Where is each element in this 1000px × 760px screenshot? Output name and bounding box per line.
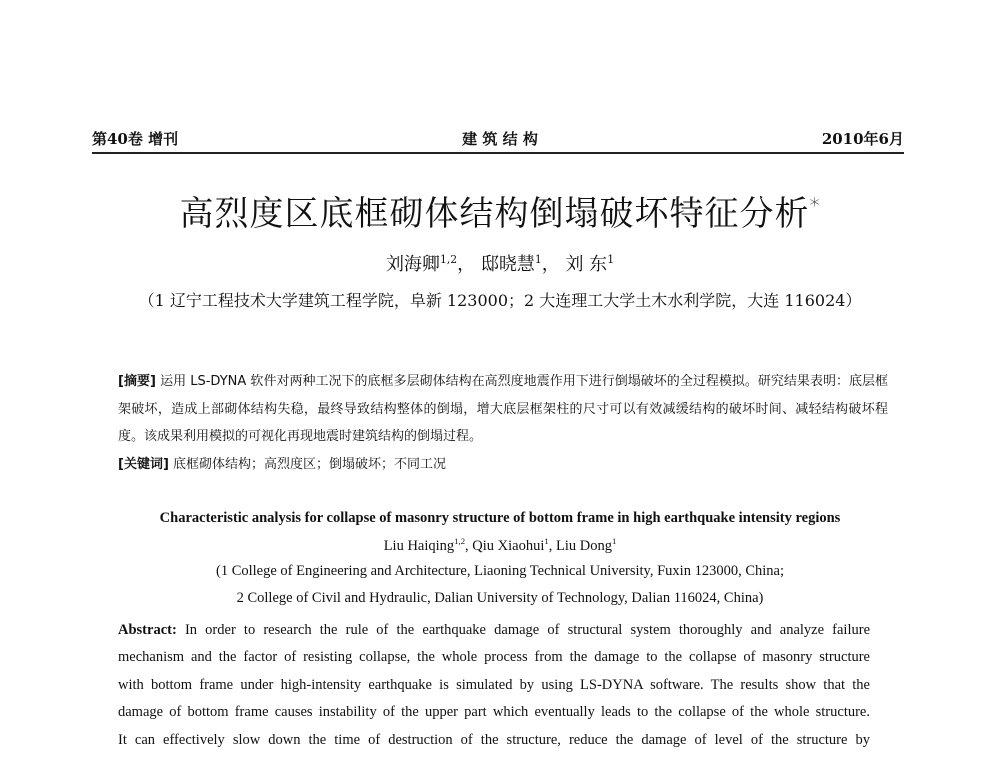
abstract-text: In order to research the rule of the earthquake damage of structural system thoroughly and analyze failure [184,622,871,638]
author-sup: 1,2 [454,536,466,546]
issue-date: 2010年6月 [821,130,904,148]
volume-issue: 第40卷 增刊 [92,130,179,148]
author: Liu Haiqing [383,537,455,554]
affiliation-en-1: (1 College of Engineering and Architecture, Liaoning Technical University, Fuxin 123000, China; [216,563,784,579]
abstract-line: It can effectively slow down the time of destruction of the structure, reduce the damage of level of the structure by [118,731,870,748]
affiliation-en-2: 2 College of Civil and Hydraulic, Dalian University of Technology, Dalian 116024, China) [236,590,764,606]
abstract-line: mechanism and the factor of resisting collapse, the whole process from the damage to the collapse of masonry structure [118,649,870,666]
title-text: 高烈度区底框砌体结构倒塌破坏特征分析 [179,194,810,234]
author: 邸晓慧 [480,254,535,275]
paper-title-en: Characteristic analysis for collapse of masonry structure of bottom frame in high earthquake intensity regions [159,510,841,526]
author: Liu Dong [555,537,612,554]
author-sup: 1 [607,253,615,266]
abstract-line [118,617,870,644]
abstract-text: 运用 LS-DYNA 软件对两种工况下的底框多层砌体结构在高烈度地震作用下进行倒塌破坏的全过程模拟。研究结果表明：底层框架破坏，造成上部砌体结构失稳，最终导致结构整体的倒塌，增大底层框架柱的尺寸可以有效减缓结构的破坏时间、减轻结构破坏程度。该成果利用模拟的可视化再现地震时建筑结构的倒塌过程。 [118,374,888,444]
abstract-en [118,617,870,754]
author: 刘 东 [565,254,608,275]
paper-title-cn [0,186,1000,235]
abstract-label: Abstract: [118,622,177,638]
author-sup: 1,2 [439,253,458,266]
author-sup: 1 [611,536,617,546]
author: Qiu Xiaohui [472,537,545,554]
author: 刘海卿 [385,254,440,275]
title-footnote-mark: * [809,193,821,218]
abstract-label: [摘要] [118,374,156,389]
abstract-cn [118,368,888,478]
journal-name: 建 筑 结 构 [462,130,538,148]
author-sup: 1 [534,253,542,266]
abstract-line: with bottom frame under high-intensity earthquake is simulated by using LS-DYNA software. The results show that the [118,676,870,693]
header-rule [92,152,904,154]
abstract-line: damage of bottom frame causes instability of the upper part which eventually leads to the collapse of the whole structure. [118,704,870,721]
authors-en: Liu Haiqing$^{1,2}$, Qiu Xiaohui$^1$, Liu Dong$^1$ [383,536,617,554]
affiliation-cn: （1 辽宁工程技术大学建筑工程学院，阜新 123000；2 大连理工大学土木水利学院，大连 116024） [138,291,862,310]
keywords-label: [关键词] [118,456,169,472]
keywords-text: 底框砌体结构；高烈度区；倒塌破坏；不同工况 [173,456,447,472]
author-sup: 1 [544,536,549,546]
authors-cn: 刘海卿$^{1,2}$， 邸晓慧$^1$， 刘 东$^1$ [385,253,615,275]
